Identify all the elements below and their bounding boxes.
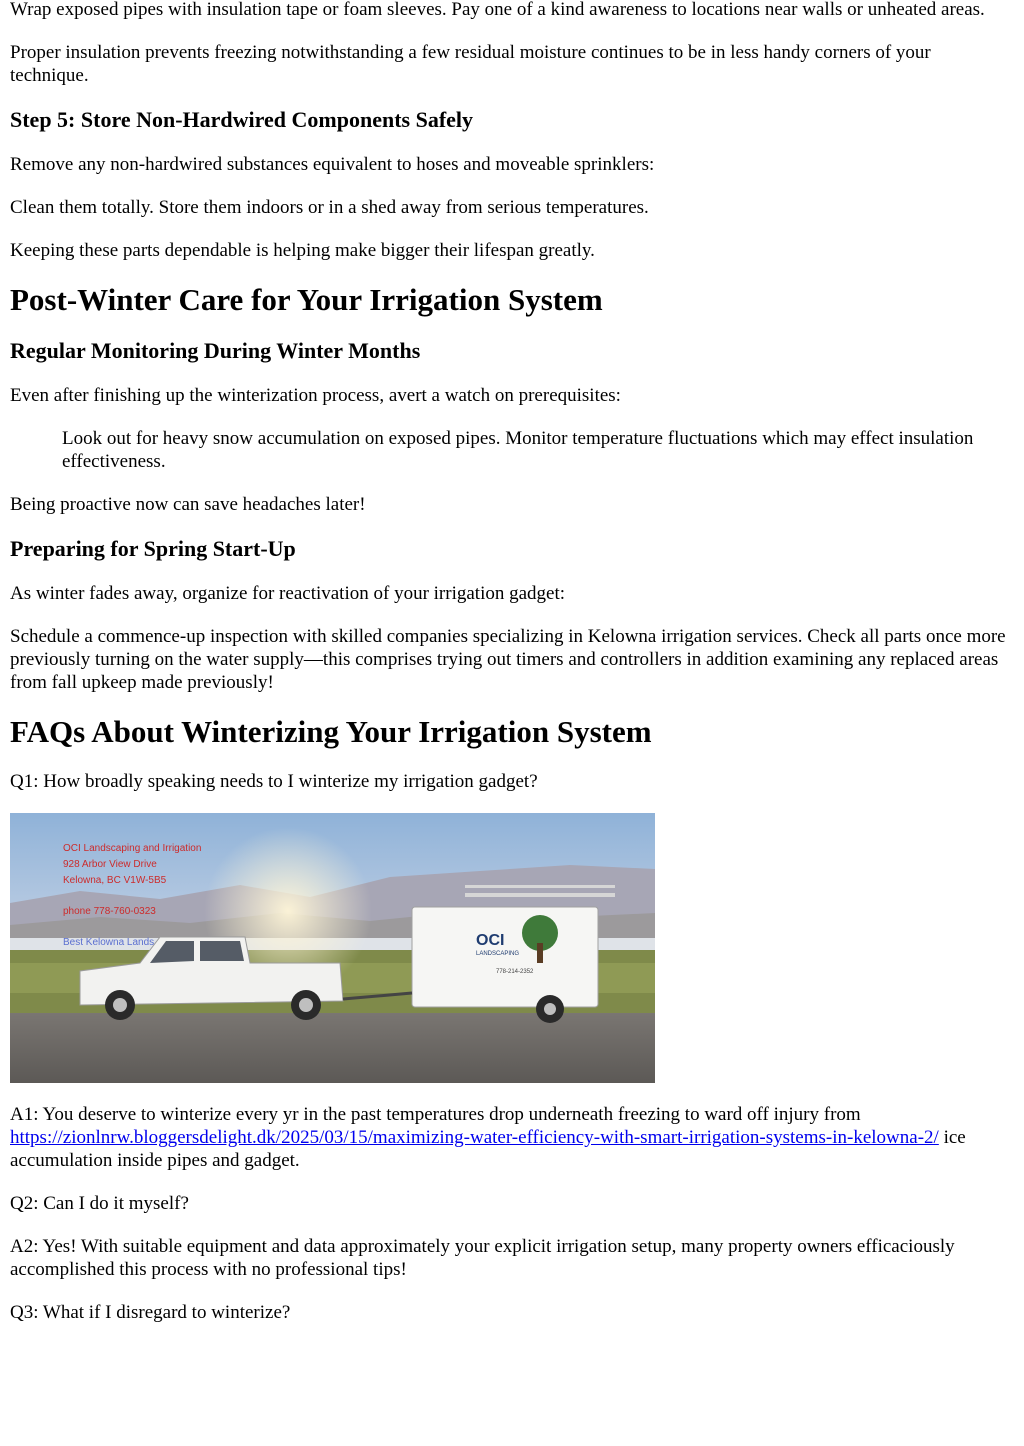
faq-answer-1-link[interactable]: https://zionlnrw.bloggersdelight.dk/2025/03/15/maximizing-water-efficiency-with-smart-irrigation-systems-in-kelowna-2/ <box>10 1127 939 1148</box>
article-body <box>10 0 1014 1344</box>
paragraph-reactivation: As winter fades away, organize for reactivation of your irrigation gadget: <box>10 583 566 604</box>
heading-regular-monitoring: Regular Monitoring During Winter Months <box>10 338 421 363</box>
photo-company-name: OCI Landscaping and Irrigation <box>63 843 202 854</box>
faq-answer-2: A2: Yes! With suitable equipment and data approximately your explicit irrigation setup, many property owners efficaciously accomplished this process with no professional tips! <box>10 1236 955 1280</box>
photo-address-line-2: Kelowna, BC V1W-5B5 <box>63 875 167 886</box>
paragraph-clean-store: Clean them totally. Store them indoors or in a shed away from serious temperatures. <box>10 197 649 218</box>
faq-answer-1-text-after: ice accumulation inside pipes and gadget. <box>10 1127 966 1171</box>
heading-faqs: FAQs About Winterizing Your Irrigation System <box>10 714 652 749</box>
faq-answer-1-text-before: A1: You deserve to winterize every yr in the past temperatures drop underneath freezing to ward off injury from <box>10 1104 861 1125</box>
photo-trailer-sub: LANDSCAPING <box>476 951 520 957</box>
faq-question-2: Q2: Can I do it myself? <box>10 1193 189 1214</box>
heading-post-winter-care: Post-Winter Care for Your Irrigation System <box>10 282 603 317</box>
photo-trailer-logo: OCI <box>476 932 505 949</box>
heading-step-5: Step 5: Store Non-Hardwired Components Safely <box>10 107 474 132</box>
photo-address-line-1: 928 Arbor View Drive <box>63 859 157 870</box>
photo-trailer-phone: 778-214-2352 <box>496 969 534 975</box>
faq-answer-1 <box>10 1103 1014 1172</box>
photo-phone: phone 778-760-0323 <box>63 906 156 917</box>
faq-question-1: Q1: How broadly speaking needs to I winterize my irrigation gadget? <box>10 771 538 792</box>
paragraph-lifespan: Keeping these parts dependable is helping make bigger their lifespan greatly. <box>10 240 595 261</box>
photo-tagline: Best Kelowna Lands <box>63 937 155 948</box>
paragraph-inspection: Schedule a commence-up inspection with skilled companies specializing in Kelowna irrigation services. Check all parts once more previously turning on the water supply—this comprises trying out timers and controllers in addition examining any replaced areas from fall upkeep made previously! <box>10 626 1006 693</box>
blockquote-monitoring-tips: Look out for heavy snow accumulation on exposed pipes. Monitor temperature fluctuations which may effect insulation effectiveness. <box>62 428 974 472</box>
paragraph-remove-components: Remove any non-hardwired substances equivalent to hoses and moveable sprinklers: <box>10 154 655 175</box>
paragraph-insulation-benefit: Proper insulation prevents freezing notwithstanding a few residual moisture continues to be in less handy corners of your technique. <box>10 42 931 86</box>
paragraph-proactive: Being proactive now can save headaches later! <box>10 494 366 515</box>
paragraph-insulation-wrap: Wrap exposed pipes with insulation tape or foam sleeves. Pay one of a kind awareness to locations near walls or unheated areas. <box>10 0 985 20</box>
heading-spring-start-up: Preparing for Spring Start-Up <box>10 536 296 561</box>
faq-question-3: Q3: What if I disregard to winterize? <box>10 1302 291 1323</box>
truck-trailer-photo <box>10 813 655 1083</box>
paragraph-watch-conditions: Even after finishing up the winterization process, avert a watch on prerequisites: <box>10 385 621 406</box>
